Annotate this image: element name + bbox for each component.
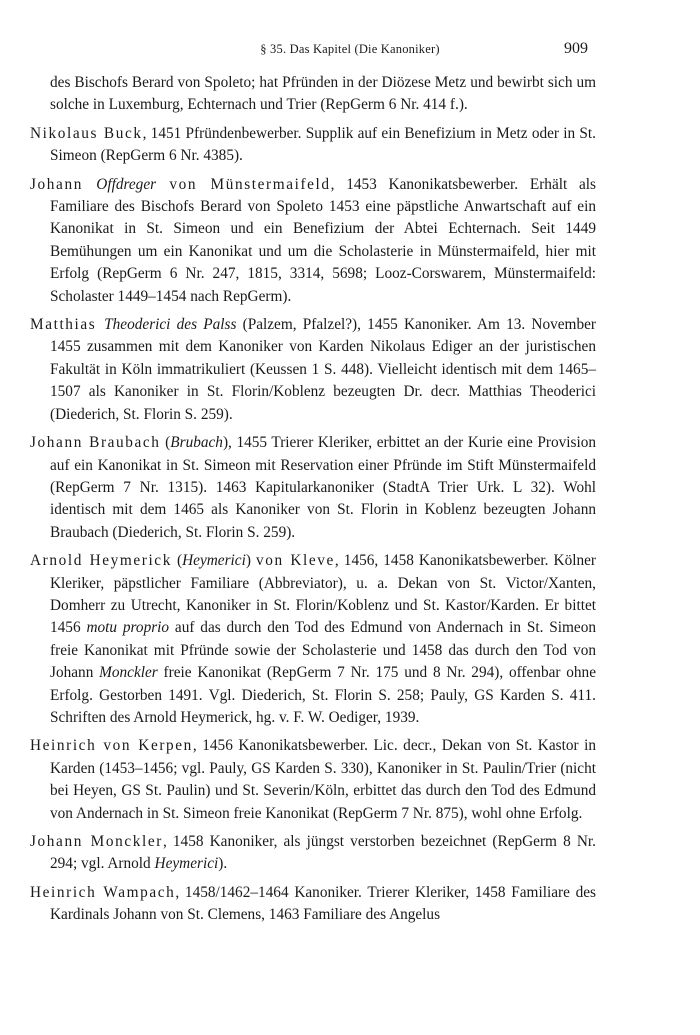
entry-text: ). — [218, 855, 228, 873]
register-entry — [30, 174, 596, 308]
register-entry — [30, 550, 596, 729]
page-number: 909 — [564, 40, 588, 57]
entry-name: Heinrich Wampach — [30, 883, 176, 901]
entry-name: Arnold Heymerick — [30, 552, 172, 570]
entry-name: Matthias — [30, 316, 105, 334]
page-header — [0, 40, 700, 60]
page-body-text — [30, 72, 596, 933]
entry-text: des Bischofs Berard von Spoleto; hat Pfründen in der Diözese Metz und bewirbt sich um solche in Luxemburg, Echternach und Trier (RepGerm 6 Nr. 414 f.). — [50, 74, 596, 114]
italic-term: Theoderici des Palss — [104, 316, 237, 334]
italic-term: Offdreger — [96, 175, 157, 193]
entry-text: (Palzem, Pfalzel?), 1455 Kanoniker. Am 13. November 1455 zusammen mit dem Kanoniker von Karden Nikolaus Ediger an der juristischen Fakultät in Köln immatrikuliert (Keussen 1 S. 448). Vielleicht identisch mit dem 1465–1507 als Kanoniker in St. Florin/Koblenz bezeugten Dr. decr. Matthias Theoderici (Diederich, St. Florin S. 259). — [50, 316, 596, 423]
entry-continuation — [30, 72, 596, 117]
entry-name: Nikolaus Buck — [30, 124, 143, 142]
register-entry — [30, 314, 596, 426]
entry-text: , 1453 Kanonikatsbewerber. Erhält als Familiare des Bischofs Berard von Spoleto 1453 eine päpstliche Anwartschaft auf ein Kanonikat in St. Simeon und ein Benefizium der Abtei Echternach. Seit 1449 Bemühungen um ein Kanonikat und um die Scholasterie in Münstermaifeld, hier mit Erfolg (RepGerm 6 Nr. 247, 1815, 3314, 5698; Looz-Corswarem, Münstermaifeld: Scholaster 1449–1454 nach RepGerm). — [50, 175, 596, 305]
register-entry — [30, 831, 596, 876]
entry-text: , 1456, 1458 Kanonikatsbewerber. Kölner Kleriker, päpstlicher Familiare (Abbreviator), u. a. Dekan von St. Victor/Xanten, Domherr zu Utrecht, Kanoniker in St. Florin/Koblenz und St. Kastor/Karden. Er bittet 1456 — [50, 552, 597, 637]
entry-text: ( — [160, 434, 171, 452]
entry-text: ), 1455 Trierer Kleriker, erbittet an der Kurie eine Provision auf ein Kanonikat in St. Simeon mit Reservation einer Pfründe im Stift Münstermaifeld (RepGerm 7 Nr. 1315). 1463 Kapitularkanoniker (StadtA Trier Urk. L 32). Wohl identisch mit dem 1465 als Kanoniker von St. Florin in Koblenz bezeugten Johann Braubach (Diederich, St. Florin S. 259). — [50, 434, 596, 541]
register-entry — [30, 432, 596, 544]
entry-name: von Kleve — [255, 552, 335, 570]
entry-name: Johann Monckler — [30, 833, 163, 850]
entry-text: ( — [171, 552, 183, 570]
italic-term: Brubach — [170, 434, 223, 452]
entry-text: , 1451 Pfründenbewerber. Supplik auf ein Benefizium in Metz oder in St. Simeon (RepGerm 6 Nr. 4385). — [50, 124, 596, 165]
entry-name: Johann Braubach — [30, 434, 161, 452]
register-entry — [30, 882, 596, 927]
italic-term: Heymerici — [154, 855, 219, 873]
entry-text: auf das durch den Tod des Edmund von Andernach in St. Simeon freie Kanonikat mit Pfründe sowie der Scholasterie und 1458 das durch den Tod von Johann — [50, 619, 596, 682]
entry-text: ) — [245, 552, 256, 570]
italic-term: Heymerici — [182, 552, 246, 570]
entry-text: freie Kanonikat (RepGerm 7 Nr. 175 und 8 Nr. 294), offenbar ohne Erfolg. Gestorben 1491. Vgl. Diederich, St. Florin S. 258; Pauly, GS Karden S. 411. Schriften des Arnold Heymerick, hg. v. F. W. Oediger, 1939. — [50, 664, 596, 726]
entry-text: , 1456 Kanonikatsbewerber. Lic. decr., Dekan von St. Kastor in Karden (1453–1456; vgl. Pauly, GS Karden S. 330), Kanoniker in St. Paulin/Trier (nicht bei Heyen, GS St. Paulin) und St. Severin/Köln, erbittet das durch den Tod des Edmund von Andernach in St. Simeon freie Kanonikat (RepGerm 7 Nr. 875), wohl ohne Erfolg. — [50, 737, 596, 822]
entry-name: von Münstermaifeld — [156, 175, 331, 193]
entry-text: , 1458 Kanoniker, als jüngst verstorben bezeichnet (RepGerm 8 Nr. 294; vgl. Arnold — [50, 833, 596, 873]
italic-term: Monckler — [99, 664, 158, 682]
entry-name: Johann — [30, 175, 97, 193]
running-head: § 35. Das Kapitel (Die Kanoniker) — [260, 42, 440, 56]
entry-name: Heinrich von Kerpen — [30, 737, 193, 755]
register-entry — [30, 123, 596, 168]
register-entry — [30, 735, 596, 825]
italic-term: motu proprio — [86, 619, 170, 637]
entry-text: , 1458/1462–1464 Kanoniker. Trierer Kleriker, 1458 Familiare des Kardinals Johann von St. Clemens, 1463 Familiare des Angelus — [50, 883, 596, 924]
